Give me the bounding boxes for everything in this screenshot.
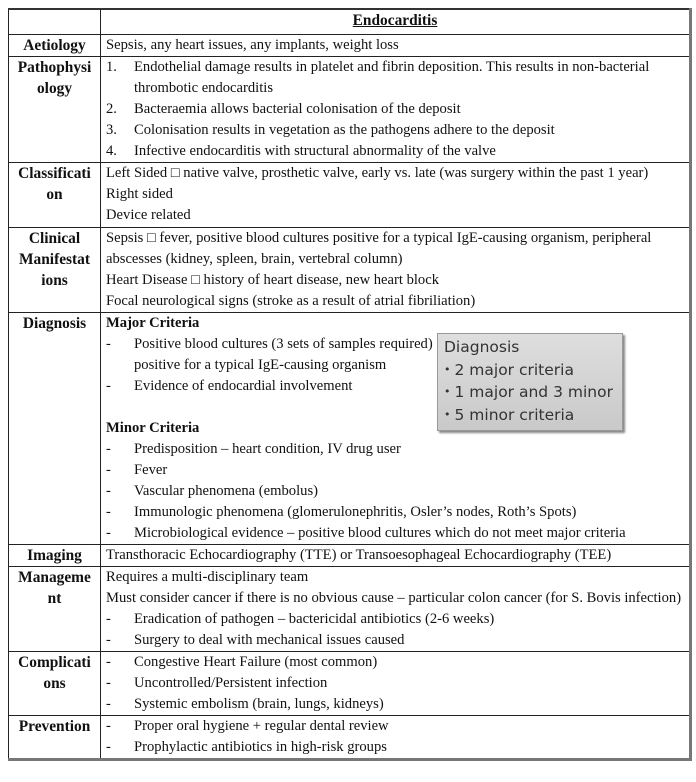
- item-text: Predisposition – heart condition, IV drug user: [134, 441, 401, 457]
- summary-bullet: • 1 major and 3 minor: [444, 381, 622, 404]
- classification-content: [101, 163, 691, 228]
- row-label-classification: [9, 163, 101, 228]
- list-item: [106, 481, 684, 502]
- row-label-prevention: Prevention: [9, 716, 101, 760]
- list-item: [106, 439, 684, 460]
- item-text: Immunologic phenomena (glomerulonephritis, Osler’s nodes, Roth’s Spots): [134, 504, 577, 520]
- item-text: Colonisation results in vegetation as the pathogens adhere to the deposit: [134, 122, 555, 138]
- row-clinical-manifestations: [9, 228, 691, 313]
- row-label-pathophysiology: [9, 57, 101, 163]
- label-line: Pathophysi: [17, 59, 92, 76]
- dash-marker: -: [106, 336, 111, 352]
- row-management: [9, 567, 691, 652]
- item-line: positive for a typical IgE-causing organism: [134, 357, 387, 373]
- classification-line: Device related: [106, 207, 191, 223]
- item-text: Systemic embolism (brain, lungs, kidneys): [134, 696, 384, 712]
- row-label-management: [9, 567, 101, 652]
- label-line: Manageme: [18, 569, 91, 586]
- row-complications: [9, 652, 691, 716]
- dash-marker: -: [106, 675, 111, 691]
- list-item: [106, 460, 684, 481]
- list-item: [106, 716, 684, 737]
- item-text: Prophylactic antibiotics in high-risk groups: [134, 739, 387, 755]
- clinical-line: Sepsis □ fever, positive blood cultures positive for a typical IgE-causing organism, peripheral abscesses (kidney, spleen, brain, vertebral column): [106, 230, 652, 267]
- dash-marker: -: [106, 654, 111, 670]
- dash-marker: -: [106, 525, 111, 541]
- list-item: [106, 502, 684, 523]
- row-diagnosis: [9, 313, 691, 545]
- label-line: ology: [36, 80, 73, 97]
- dash-marker: -: [106, 611, 111, 627]
- row-label-imaging: Imaging: [9, 545, 101, 567]
- dash-marker: -: [106, 504, 111, 520]
- endocarditis-table: [8, 8, 692, 761]
- list-item: [106, 120, 684, 141]
- item-text: Evidence of endocardial involvement: [134, 378, 353, 394]
- list-item: [106, 141, 684, 162]
- table-title: Endocarditis: [101, 9, 691, 35]
- list-item: [106, 652, 684, 673]
- summary-bullet: • 5 minor criteria: [444, 404, 622, 427]
- item-text: Surgery to deal with mechanical issues caused: [134, 632, 405, 648]
- management-line: Requires a multi-disciplinary team: [106, 569, 309, 585]
- summary-box-title: Diagnosis: [444, 338, 520, 356]
- list-item: [106, 630, 684, 651]
- row-pathophysiology: [9, 57, 691, 163]
- row-imaging: [9, 545, 691, 567]
- minor-criteria-heading: Minor Criteria: [106, 420, 200, 436]
- row-label-diagnosis: Diagnosis: [9, 313, 101, 545]
- complications-content: [101, 652, 691, 716]
- prevention-content: [101, 716, 691, 760]
- item-text: Microbiological evidence – positive blood cultures which do not meet major criteria: [134, 525, 626, 541]
- row-label-aetiology: Aetiology: [9, 35, 101, 57]
- dash-marker: -: [106, 739, 111, 755]
- item-text: Bacteraemia allows bacterial colonisation of the deposit: [134, 101, 461, 117]
- aetiology-text: Sepsis, any heart issues, any implants, weight loss: [101, 35, 691, 57]
- label-line: on: [46, 186, 63, 203]
- label-line: ons: [43, 675, 66, 692]
- dash-marker: -: [106, 718, 111, 734]
- classification-line: Right sided: [106, 186, 173, 202]
- item-number: 4.: [106, 143, 117, 159]
- item-text: Uncontrolled/Persistent infection: [134, 675, 328, 691]
- item-number: 2.: [106, 101, 117, 117]
- item-line: Positive blood cultures (3 sets of samples required): [134, 336, 433, 352]
- label-line: Complicati: [18, 654, 91, 671]
- label-line: ions: [41, 272, 68, 289]
- clinical-line: Heart Disease □ history of heart disease, new heart block: [106, 272, 439, 288]
- dash-marker: -: [106, 483, 111, 499]
- item-text: Endothelial damage results in platelet and fibrin deposition. This results in non-bacterial thrombotic endocarditis: [134, 59, 650, 96]
- item-number: 1.: [106, 59, 117, 75]
- label-line: Clinical: [28, 230, 81, 247]
- major-criteria-heading: Major Criteria: [106, 315, 200, 331]
- item-number: 3.: [106, 122, 117, 138]
- list-item: [106, 99, 684, 120]
- dash-marker: -: [106, 378, 111, 394]
- label-line: Classificati: [18, 165, 91, 182]
- header-row: [9, 9, 691, 35]
- dash-marker: -: [106, 441, 111, 457]
- diagnosis-content: [101, 313, 691, 545]
- imaging-text: Transthoracic Echocardiography (TTE) or Transoesophageal Echocardiography (TEE): [101, 545, 691, 567]
- list-item: [106, 523, 684, 544]
- pathophysiology-content: [101, 57, 691, 163]
- diagnosis-summary-box: [437, 333, 623, 431]
- header-empty-cell: [9, 9, 101, 35]
- list-item: [106, 673, 684, 694]
- management-line: Must consider cancer if there is no obvious cause – particular colon cancer (for S. Bovis infection): [106, 590, 682, 606]
- dash-marker: -: [106, 632, 111, 648]
- management-content: [101, 567, 691, 652]
- row-label-complications: [9, 652, 101, 716]
- item-text: Vascular phenomena (embolus): [134, 483, 318, 499]
- item-text: Proper oral hygiene + regular dental review: [134, 718, 389, 734]
- list-item: [106, 609, 684, 630]
- row-label-clinical-manifestations: [9, 228, 101, 313]
- clinical-content: [101, 228, 691, 313]
- clinical-line: Focal neurological signs (stroke as a result of atrial fibriliation): [106, 293, 476, 309]
- list-item: [106, 57, 684, 99]
- row-aetiology: [9, 35, 691, 57]
- label-line: nt: [47, 590, 62, 607]
- item-text: Fever: [134, 462, 168, 478]
- list-item: [106, 737, 684, 758]
- dash-marker: -: [106, 696, 111, 712]
- item-text: Infective endocarditis with structural abnormality of the valve: [134, 143, 496, 159]
- label-line: Manifestat: [19, 251, 90, 268]
- row-classification: [9, 163, 691, 228]
- classification-line: Left Sided □ native valve, prosthetic valve, early vs. late (was surgery within the past 1 year): [106, 165, 649, 181]
- dash-marker: -: [106, 462, 111, 478]
- item-text: Congestive Heart Failure (most common): [134, 654, 378, 670]
- row-prevention: [9, 716, 691, 760]
- summary-bullet: • 2 major criteria: [444, 359, 622, 382]
- list-item: [106, 694, 684, 715]
- item-text: Eradication of pathogen – bactericidal antibiotics (2-6 weeks): [134, 611, 495, 627]
